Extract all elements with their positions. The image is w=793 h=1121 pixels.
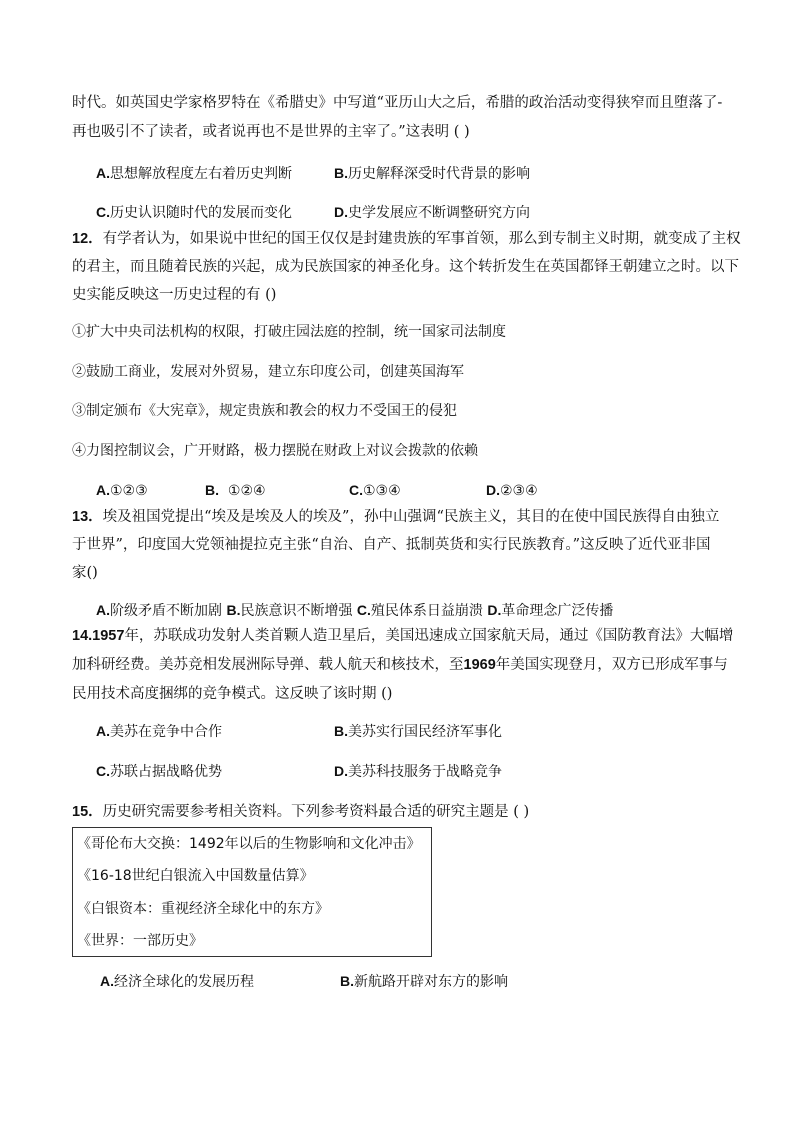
option-letter: B. [334, 723, 348, 739]
option-text: ①②④ [227, 483, 266, 499]
reference-item: 《16-18世纪白银流入中国数量估算》 [77, 868, 314, 884]
option-letter: C. [96, 763, 110, 779]
option-letter: A. [96, 602, 110, 618]
question-number: 12． [72, 231, 103, 247]
option-text: 历史认识随时代的发展而变化 [110, 205, 292, 221]
option-text: 史学发展应不断调整研究方向 [348, 205, 530, 221]
option-text: 阶级矛盾不断加剧 [110, 603, 222, 619]
q12-stem-line3: 史实能反映这一历史过程的有 () [72, 287, 277, 303]
q12-option-b[interactable] [205, 480, 266, 501]
option-letter: D. [486, 482, 500, 498]
option-letter: B. [226, 602, 241, 618]
reference-item: 《世界：一部历史》 [77, 933, 203, 949]
option-text: 殖民体系日益崩溃 [370, 603, 483, 619]
reference-item: 《白银资本：重视经济全球化中的东方》 [77, 901, 329, 917]
q13-stem-line3: 家() [72, 565, 98, 581]
q13-stem-text: 埃及祖国党提出“埃及是埃及人的埃及”，孙中山强调“民族主义，其目的在使中国民族得自由独立 [102, 509, 720, 525]
option-text: ②③④ [500, 483, 538, 499]
option-text: 新航路开辟对东方的影响 [354, 974, 508, 990]
q13-stem-line1 [72, 507, 719, 527]
question-number: 13． [72, 509, 103, 525]
option-letter: B. [340, 973, 354, 989]
q14-year-1969: 1969 [463, 657, 496, 673]
q14-option-c[interactable] [96, 761, 222, 782]
q13-options-row [96, 600, 613, 621]
option-text: 苏联占据战略优势 [110, 764, 222, 780]
q11-stem-line1: 时代。如英国史学家格罗特在《希腊史》中写道“亚历山大之后，希腊的政治活动变得狭窄而且堕落了- [72, 95, 723, 111]
q15-stem-line1 [72, 802, 529, 822]
reference-item: 《哥伦布大交换：1492年以后的生物影响和文化冲击》 [77, 836, 421, 852]
q14-stem-line1 [72, 626, 733, 646]
q15-option-b[interactable] [340, 971, 508, 992]
option-letter: A. [96, 723, 110, 739]
option-letter: A. [96, 165, 110, 181]
q11-option-a[interactable] [96, 163, 292, 184]
option-letter: D. [334, 763, 348, 779]
q13-option-b[interactable] [226, 603, 352, 619]
q13-option-d[interactable] [487, 603, 613, 619]
option-text: ①②③ [110, 483, 148, 499]
q14-option-a[interactable] [96, 721, 222, 742]
q12-option-c[interactable] [349, 480, 401, 501]
q14-stem-line3: 民用技术高度捆绑的竞争模式。这反映了该时期 () [72, 686, 393, 702]
q14-stem-line2 [72, 655, 728, 675]
option-text: ①③④ [363, 483, 401, 499]
q11-option-c[interactable] [96, 202, 292, 223]
q11-stem-line2: 再也吸引不了读者，或者说再也不是世界的主宰了。”这表明 ( ) [72, 124, 470, 140]
q12-option-a[interactable] [96, 480, 148, 501]
option-text: 美苏科技服务于战略竞争 [348, 764, 502, 780]
q15-stem-text: 历史研究需要参考相关资料。下列参考资料最合适的研究主题是 ( ) [102, 804, 530, 820]
option-letter: B. [205, 482, 219, 498]
q14-year-1957: 1957 [92, 628, 125, 644]
q12-item-4: ④力图控制议会，广开财路，极力摆脱在财政上对议会拨款的依赖 [72, 443, 478, 459]
option-letter: A. [96, 482, 110, 498]
option-letter: C. [349, 482, 363, 498]
q13-option-a[interactable] [96, 603, 222, 619]
option-letter: D. [487, 602, 502, 618]
q11-option-b[interactable] [334, 163, 530, 184]
option-text: 思想解放程度左右着历史判断 [110, 166, 292, 182]
question-number: 15． [72, 804, 103, 820]
q13-option-c[interactable] [357, 603, 483, 619]
q12-option-d[interactable] [486, 480, 538, 501]
q14-option-d[interactable] [334, 761, 502, 782]
q12-item-3: ③制定颁布《大宪章》，规定贵族和教会的权力不受国王的侵犯 [72, 403, 457, 419]
option-letter: C. [96, 204, 110, 220]
q14-stem-text-2b: 年美国实现登月，双方已形成军事与 [495, 657, 728, 673]
option-text: 民族意识不断增强 [240, 603, 353, 619]
option-text: 历史解释深受时代背景的影响 [348, 166, 530, 182]
q12-item-2: ②鼓励工商业，发展对外贸易，建立东印度公司，创建英国海军 [72, 364, 464, 380]
option-text: 经济全球化的发展历程 [114, 974, 254, 990]
option-letter: D. [334, 204, 348, 220]
q12-stem-line1 [72, 229, 741, 249]
q13-stem-line2: 于世界”，印度国大党领袖提拉克主张“自治、自产、抵制英货和实行民族教育。”这反映了近代亚非国 [72, 537, 711, 553]
option-letter: A. [100, 973, 114, 989]
q15-reference-box [72, 827, 432, 957]
q15-option-a[interactable] [100, 971, 254, 992]
q14-option-b[interactable] [334, 721, 502, 742]
q14-stem-text: 年，苏联成功发射人类首颗人造卫星后，美国迅速成立国家航天局，通过《国防教育法》大幅增 [124, 628, 734, 644]
option-letter: B. [334, 165, 348, 181]
q12-stem-text: 有学者认为，如果说中世纪的国王仅仅是封建贵族的军事首领，那么到专制主义时期，就变成了主权 [102, 231, 741, 247]
q14-stem-text-2a: 加科研经费。美苏竞相发展洲际导弹、载人航天和核技术，至 [72, 657, 464, 673]
q12-item-1: ①扩大中央司法机构的权限，打破庄园法庭的控制，统一国家司法制度 [72, 324, 506, 340]
option-text: 革命理念广泛传播 [501, 603, 614, 619]
option-text: 美苏实行国民经济军事化 [348, 724, 502, 740]
q11-option-d[interactable] [334, 202, 530, 223]
option-text: 美苏在竞争中合作 [110, 724, 222, 740]
q12-stem-line2: 的君主，而且随着民族的兴起，成为民族国家的神圣化身。这个转折发生在英国都铎王朝建立之时。以下 [72, 259, 739, 275]
question-number: 14. [72, 628, 93, 644]
option-letter: C. [356, 602, 371, 618]
